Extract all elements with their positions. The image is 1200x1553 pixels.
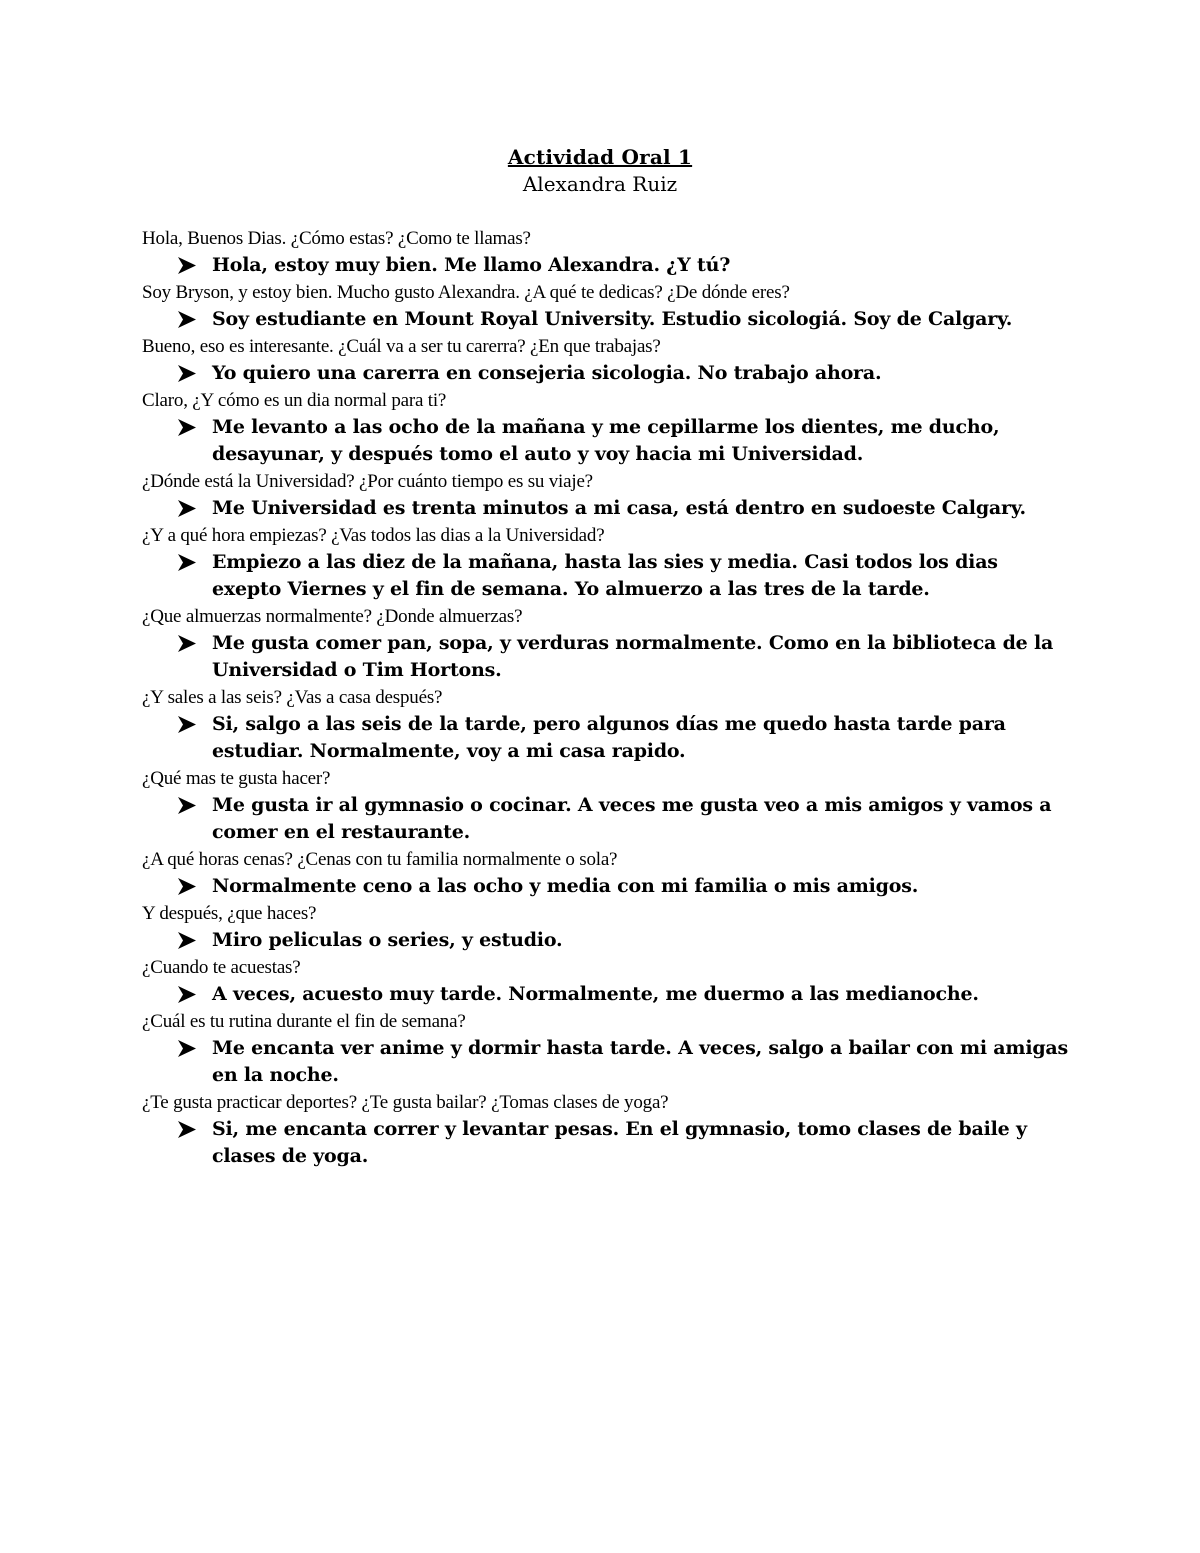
dialogue-question: ¿Dónde está la Universidad? ¿Por cuánto tiempo es su viaje? [142, 471, 593, 492]
dialogue-answer [142, 927, 1072, 954]
dialogue-answer-text: Hola, estoy muy bien. Me llamo Alexandra. ¿Y tú? [212, 254, 731, 276]
dialogue-question: Y después, ¿que haces? [142, 903, 317, 924]
arrowhead-bullet-icon [176, 360, 202, 387]
arrowhead-bullet-icon [176, 414, 202, 441]
dialogue-answer-text: A veces, acuesto muy tarde. Normalmente, me duermo a las medianoche. [212, 983, 979, 1005]
dialogue-answer-text: Si, me encanta correr y levantar pesas. En el gymnasio, tomo clases de baile y clases de yoga. [212, 1118, 1027, 1167]
dialogue-answer [142, 495, 1072, 522]
dialogue-answer [142, 306, 1072, 333]
dialogue-question: ¿Qué mas te gusta hacer? [142, 768, 331, 789]
dialogue-answer-text: Me gusta ir al gymnasio o cocinar. A veces me gusta veo a mis amigos y vamos a comer en el restaurante. [212, 794, 1052, 843]
arrowhead-bullet-icon [176, 549, 202, 576]
arrowhead-bullet-icon [176, 306, 202, 333]
arrowhead-bullet-icon [176, 1035, 202, 1062]
dialogue-answer-text: Yo quiero una carerra en consejeria sicologia. No trabajo ahora. [212, 362, 882, 384]
document-title: Actividad Oral 1 [507, 145, 693, 169]
document-author: Alexandra Ruiz [522, 172, 678, 196]
dialogue-answer [142, 630, 1072, 684]
dialogue-answer [142, 414, 1072, 468]
dialogue-question: ¿Cuál es tu rutina durante el fin de semana? [142, 1011, 466, 1032]
dialogue-answer [142, 549, 1072, 603]
dialogue-answer [142, 360, 1072, 387]
arrowhead-bullet-icon [176, 252, 202, 279]
dialogue-answer-text: Me gusta comer pan, sopa, y verduras normalmente. Como en la biblioteca de la Universidad o Tim Hortons. [212, 632, 1054, 681]
dialogue-question: Hola, Buenos Dias. ¿Cómo estas? ¿Como te llamas? [142, 228, 531, 249]
arrowhead-bullet-icon [176, 873, 202, 900]
dialogue-answer [142, 792, 1072, 846]
arrowhead-bullet-icon [176, 792, 202, 819]
dialogue-list [142, 225, 1072, 1170]
dialogue-question: Soy Bryson, y estoy bien. Mucho gusto Alexandra. ¿A qué te dedicas? ¿De dónde eres? [142, 282, 790, 303]
dialogue-question: Bueno, eso es interesante. ¿Cuál va a ser tu carerra? ¿En que trabajas? [142, 336, 661, 357]
arrowhead-bullet-icon [176, 495, 202, 522]
dialogue-answer-text: Me levanto a las ocho de la mañana y me cepillarme los dientes, me ducho, desayunar, y después tomo el auto y voy hacia mi Universidad. [212, 416, 1000, 465]
arrowhead-bullet-icon [176, 711, 202, 738]
dialogue-question: ¿A qué horas cenas? ¿Cenas con tu familia normalmente o sola? [142, 849, 618, 870]
dialogue-question: ¿Te gusta practicar deportes? ¿Te gusta bailar? ¿Tomas clases de yoga? [142, 1092, 669, 1113]
dialogue-question: Claro, ¿Y cómo es un dia normal para ti? [142, 390, 447, 411]
dialogue-answer [142, 1116, 1072, 1170]
arrowhead-bullet-icon [176, 981, 202, 1008]
dialogue-question: ¿Cuando te acuestas? [142, 957, 301, 978]
dialogue-answer [142, 252, 1072, 279]
dialogue-answer-text: Si, salgo a las seis de la tarde, pero algunos días me quedo hasta tarde para estudiar. Normalmente, voy a mi casa rapido. [212, 713, 1006, 762]
dialogue-answer [142, 981, 1072, 1008]
dialogue-answer-text: Miro peliculas o series, y estudio. [212, 929, 563, 951]
arrowhead-bullet-icon [176, 927, 202, 954]
arrowhead-bullet-icon [176, 1116, 202, 1143]
dialogue-answer-text: Soy estudiante en Mount Royal University. Estudio sicologiá. Soy de Calgary. [212, 308, 1013, 330]
dialogue-answer [142, 711, 1072, 765]
dialogue-answer [142, 873, 1072, 900]
dialogue-answer [142, 1035, 1072, 1089]
document-header [0, 143, 1200, 198]
dialogue-answer-text: Me Universidad es trenta minutos a mi casa, está dentro en sudoeste Calgary. [212, 497, 1026, 519]
dialogue-question: ¿Y a qué hora empiezas? ¿Vas todos las dias a la Universidad? [142, 525, 605, 546]
dialogue-answer-text: Empiezo a las diez de la mañana, hasta las sies y media. Casi todos los dias exepto Viernes y el fin de semana. Yo almuerzo a las tres de la tarde. [212, 551, 998, 600]
dialogue-answer-text: Me encanta ver anime y dormir hasta tarde. A veces, salgo a bailar con mi amigas en la noche. [212, 1037, 1069, 1086]
dialogue-question: ¿Y sales a las seis? ¿Vas a casa después? [142, 687, 443, 708]
dialogue-question: ¿Que almuerzas normalmente? ¿Donde almuerzas? [142, 606, 523, 627]
dialogue-answer-text: Normalmente ceno a las ocho y media con mi familia o mis amigos. [212, 875, 919, 897]
arrowhead-bullet-icon [176, 630, 202, 657]
